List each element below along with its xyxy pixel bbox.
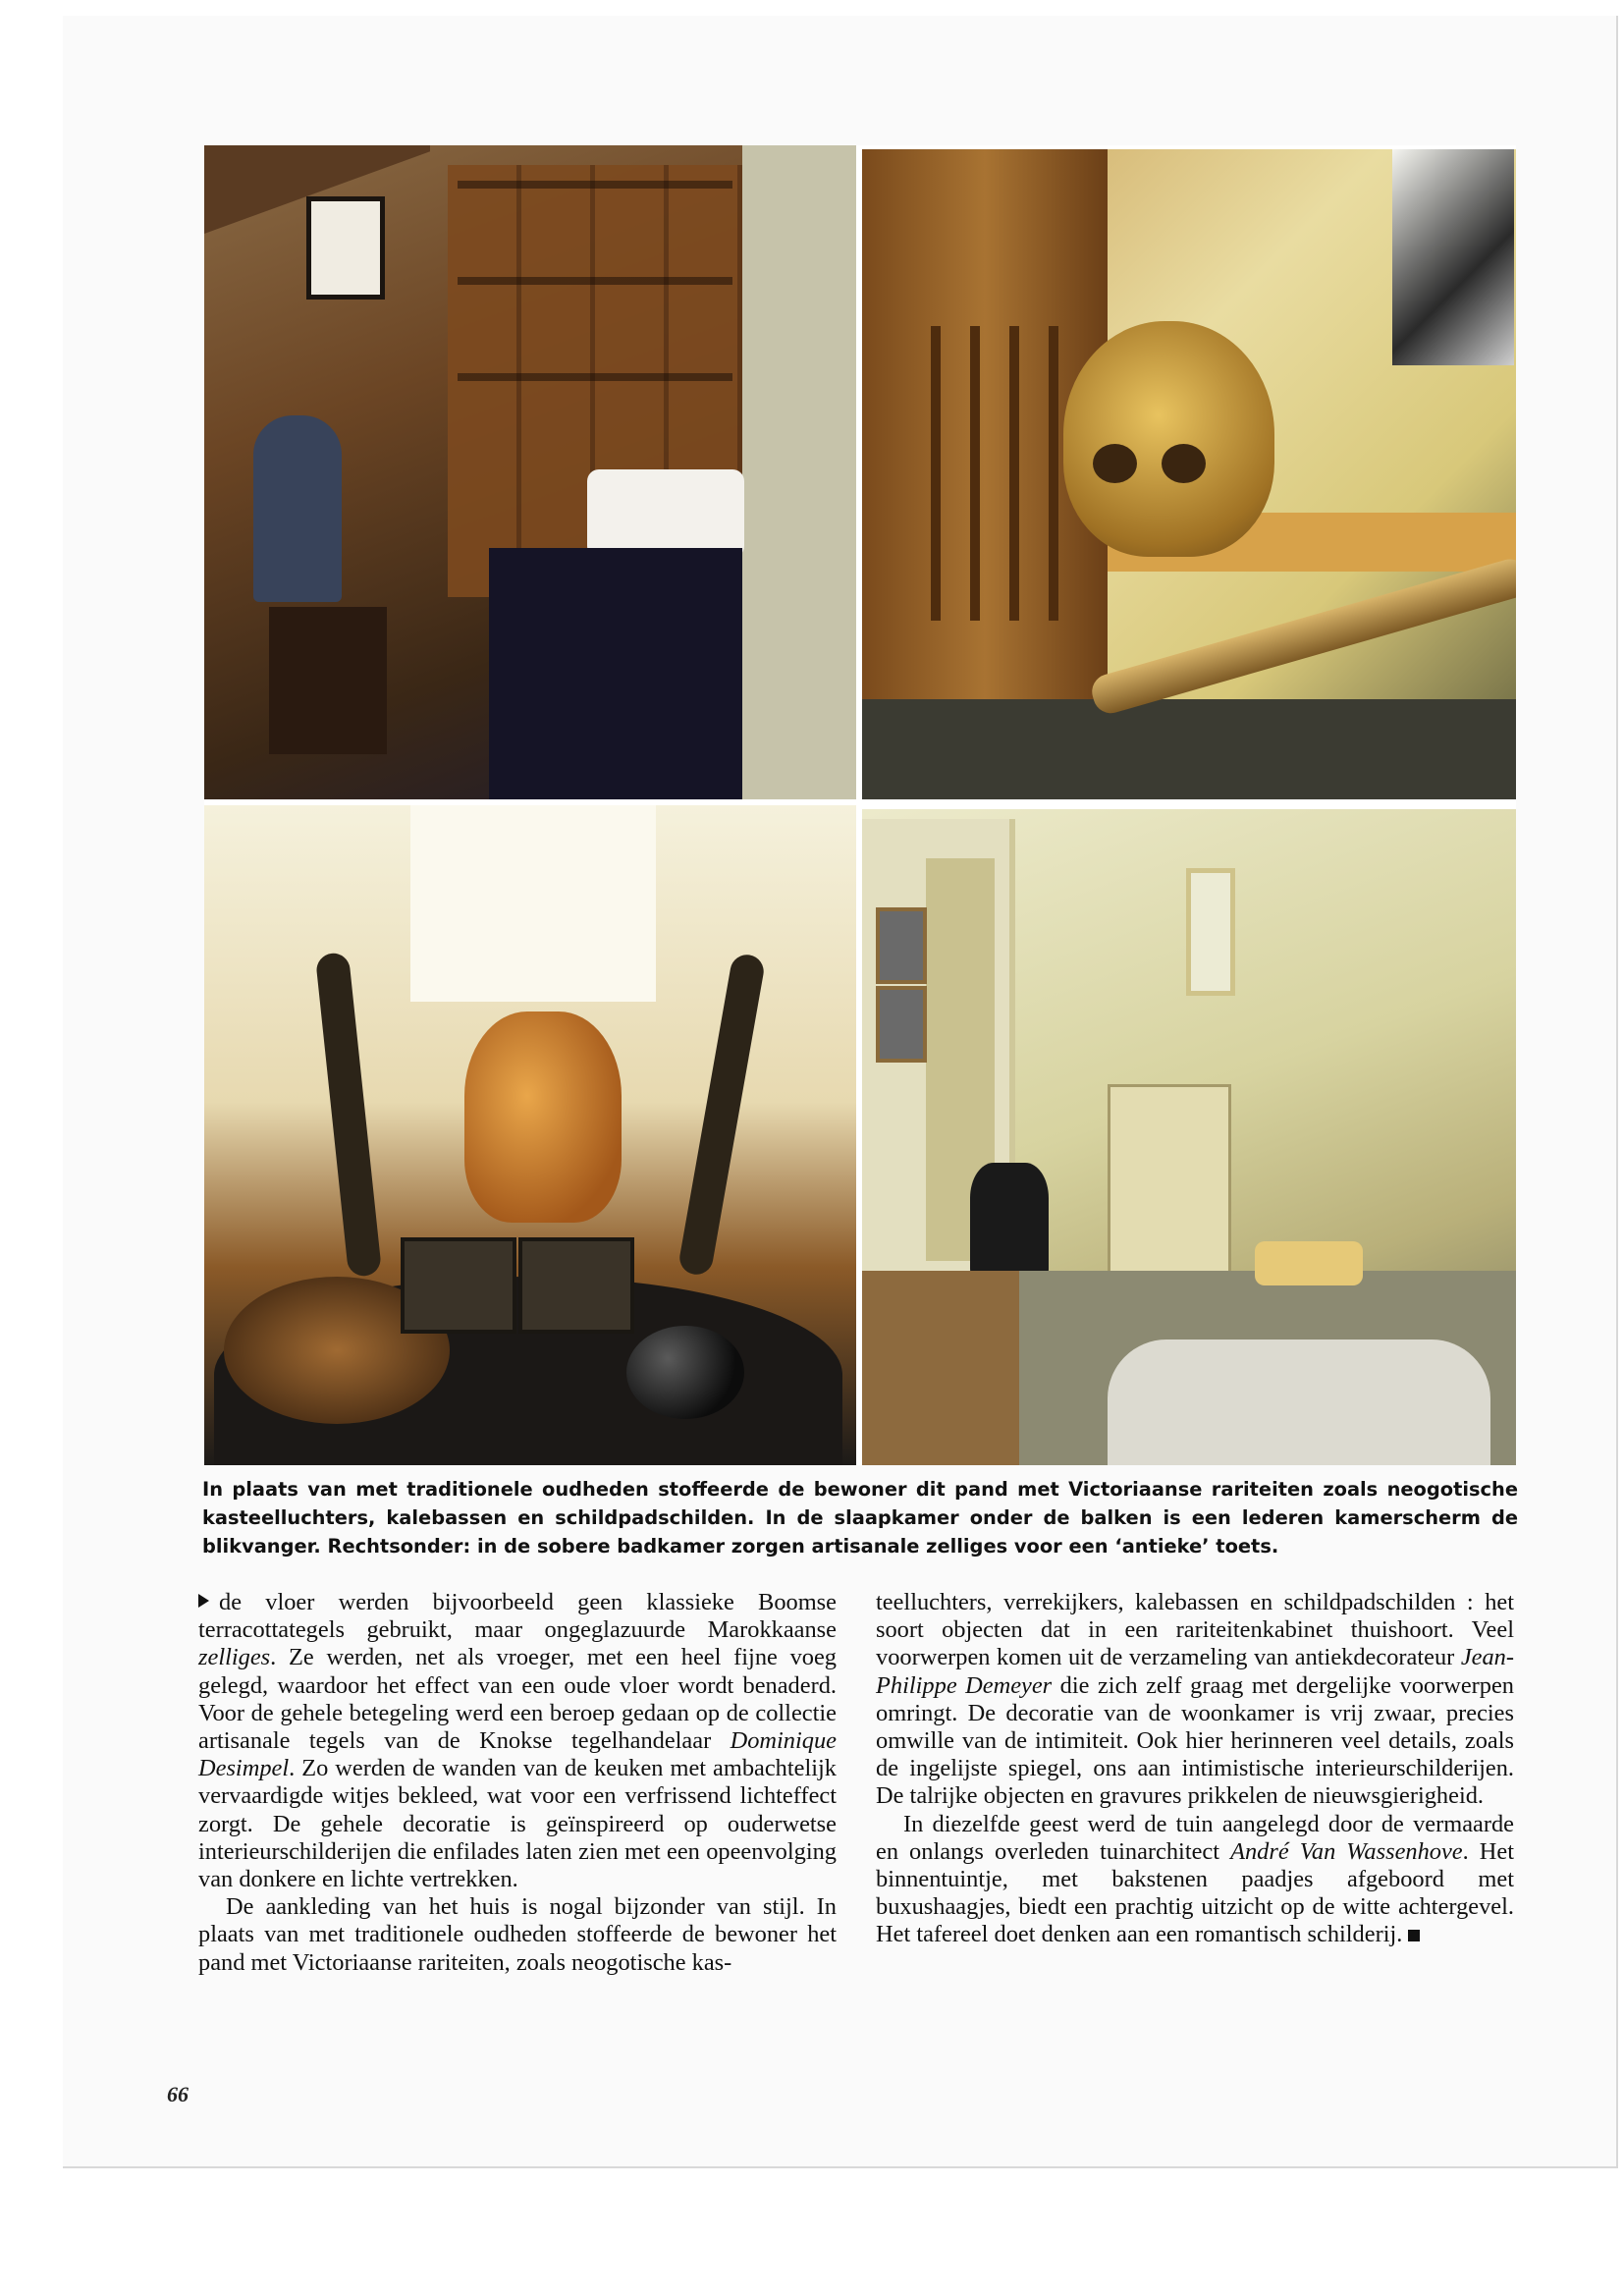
page-number: 66 [167, 2082, 189, 2106]
left-paragraph-2: De aankleding van het huis is nogal bijzonder van stijl. In plaats van met traditionele oudheden stoffeerde de bewoner het pand met Victoriaanse rariteiten, zoals neogotische kas- [198, 1893, 837, 1976]
end-square-icon [1408, 1930, 1420, 1941]
photo-lamp-horns [204, 805, 856, 1465]
photo-skull [862, 149, 1516, 799]
arrow-icon [198, 1594, 209, 1608]
right-paragraph-1: teelluchters, verrekijkers, kalebassen en schildpadschilden : het soort objecten dat in een rariteitenkabinet thuishoort. Veel voorwerpen komen uit de verzameling van antiekdecorateur Jean-Philippe Demeyer die zich zelf graag met dergelijke voorwerpen omringt. De decoratie van de woonkamer is vrij zwaar, precies omwille van de intimiteit. Ook hier herinneren veel details, zoals de ingelijste spiegel, ons aan intimistische interieurschilderijen. De talrijke objecten en gravures prikkelen de nieuwsgierigheid. [876, 1589, 1514, 1810]
photo-grid [204, 145, 1516, 1465]
left-paragraph-1: de vloer werden bijvoorbeeld geen klassieke Boomse terracottategels gebruikt, maar ongeglazuurde Marokkaanse zelliges. Ze werden, net als vroeger, met een heel fijne voeg gelegd, waardoor het effect van een oude vloer wordt benaderd. Voor de gehele betegeling werd een beroep gedaan op de collectie artisanale tegels van de Knokse tegelhandelaar Dominique Desimpel. Zo werden de wanden van de keuken met ambachtelijk vervaardigde witjes bekleed, wat voor een verfrissend lichteffect zorgt. De gehele decoratie is geïnspireerd op ouderwetse interieurschilderijen die enfilades laten zien met een opeenvolging van donkere en lichte vertrekken. [198, 1589, 837, 1893]
photo-caption: In plaats van met traditionele oudheden stoffeerde de bewoner dit pand met Victoriaanse rariteiten zoals neogotische kasteelluchters, kalebassen en schildpadschilden. In de slaapkamer onder de balken is een lederen kamerscherm de blikvanger. Rechtsonder: in de sobere badkamer zorgen artisanale zelliges voor een ‘antieke’ toets. [202, 1478, 1518, 1558]
body-column-right [876, 1589, 1514, 1949]
body-column-left [198, 1589, 837, 1977]
right-paragraph-2: In diezelfde geest werd de tuin aangelegd door de vermaarde en onlangs overleden tuinarchitect André Van Wassenhove. Het binnentuintje, met bakstenen paadjes afgeboord met buxushaagjes, biedt een prachtig uitzicht op de witte achtergevel. Het tafereel doet denken aan een romantisch schilderij. [876, 1810, 1514, 1948]
photo-bathroom [862, 809, 1516, 1465]
photo-bedroom [204, 145, 856, 799]
